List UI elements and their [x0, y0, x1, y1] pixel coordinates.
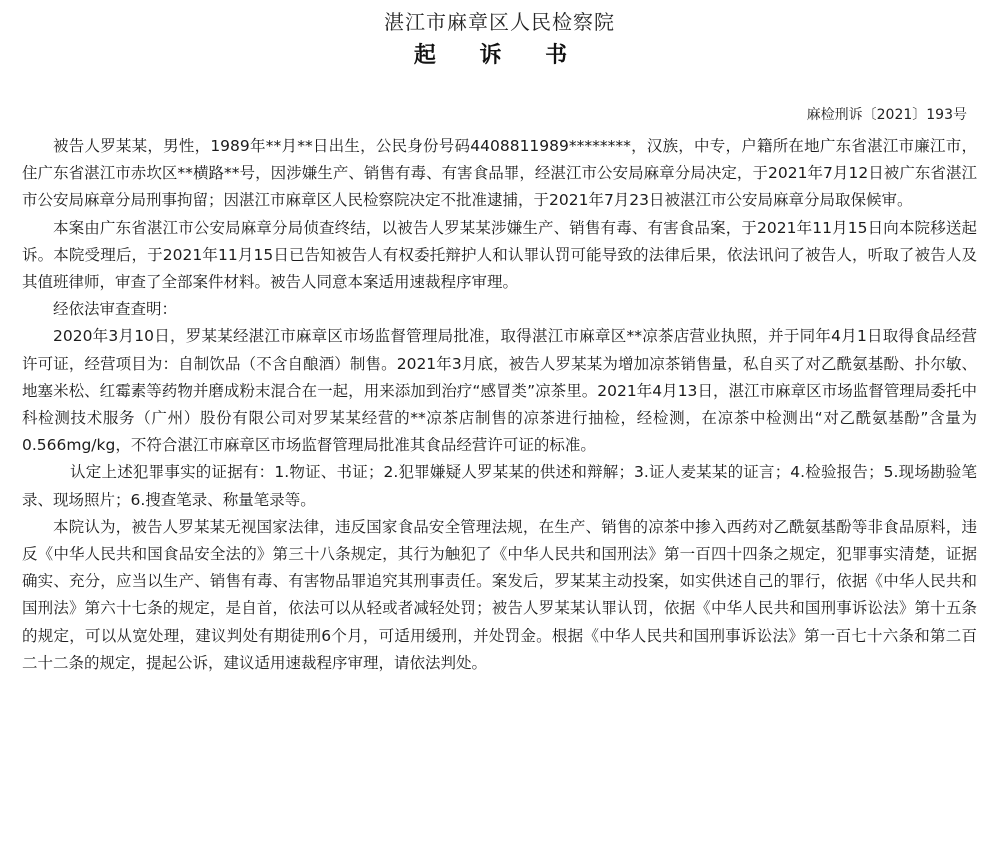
- evidence-paragraph: 认定上述犯罪事实的证据有：1.物证、书证；2.犯罪嫌疑人罗某某的供述和辩解；3.证人麦某某的证言；4.检验报告；5.现场勘验笔录、现场照片；6.搜查笔录、称量笔录等。: [22, 463, 977, 509]
- document-body: [22, 133, 977, 677]
- conclusion-paragraph: 本院认为，被告人罗某某无视国家法律，违反国家食品安全管理法规，在生产、销售的凉茶中掺入西药对乙酰氨基酚等非食品原料，违反《中华人民共和国食品安全法的》第三十八条规定，其行为触犯了《中华人民共和国刑法》第一百四十四条之规定，犯罪事实清楚，证据确实、充分，应当以生产、销售有毒、有害物品罪追究其刑事责任。案发后，罗某某主动投案，如实供述自己的罪行，依据《中华人民共和国刑法》第六十七条的规定，是自首，依法可以从轻或者减轻处罚；被告人罗某某认罪认罚，依据《中华人民共和国刑事诉讼法》第十五条的规定，可以从宽处理，建议判处有期徒刑6个月，可适用缓刑，并处罚金。根据《中华人民共和国刑事诉讼法》第一百七十六条和第二百二十二条的规定，提起公诉，建议适用速裁程序审理，请依法判处。: [22, 517, 977, 672]
- document-number: 麻检刑诉〔2021〕193号: [806, 107, 967, 123]
- defendant-info-paragraph: 被告人罗某某，男性，1989年**月**日出生，公民身份号码4408811989********，汉族，中专，户籍所在地广东省湛江市廉江市，住广东省湛江市赤坎区**横路**号，因涉嫌生产、销售有毒、有害食品罪，经湛江市公安局麻章分局决定，于2021年7月12日被广东省湛江市公安局麻章分局刑事拘留；因湛江市麻章区人民检察院决定不批准逮捕，于2021年7月23日被湛江市公安局麻章分局取保候审。: [22, 137, 977, 210]
- findings-heading: 经依法审查查明：: [53, 300, 178, 319]
- facts-paragraph: 2020年3月10日，罗某某经湛江市麻章区市场监督管理局批准，取得湛江市麻章区**凉茶店营业执照，并于同年4月1日取得食品经营许可证，经营项目为：自制饮品（不含自酿酒）制售。2021年3月底，被告人罗某某为增加凉茶销售量，私自买了对乙酰氨基酚、扑尔敏、地塞米松、红霉素等药物并磨成粉末混合在一起，用来添加到治疗“感冒类”凉茶里。2021年4月13日，湛江市麻章区市场监督管理局委托中科检测技术服务（广州）股份有限公司对罗某某经营的**凉茶店制售的凉茶进行抽检，经检测，在凉茶中检测出“对乙酰氨基酚”含量为0.566mg/kg，不符合湛江市麻章区市场监督管理局批准其食品经营许可证的标准。: [22, 327, 977, 455]
- case-transfer-paragraph: 本案由广东省湛江市公安局麻章分局侦查终结，以被告人罗某某涉嫌生产、销售有毒、有害食品案，于2021年11月15日向本院移送起诉。本院受理后，于2021年11月15日已告知被告人有权委托辩护人和认罪认罚可能导致的法律后果，依法讯问了被告人，听取了被告人及其值班律师，审查了全部案件材料。被告人同意本案适用速裁程序审理。: [22, 218, 977, 292]
- procuratorate-name: 湛江市麻章区人民检察院: [384, 10, 615, 34]
- document-title: 起 诉 书: [413, 43, 586, 68]
